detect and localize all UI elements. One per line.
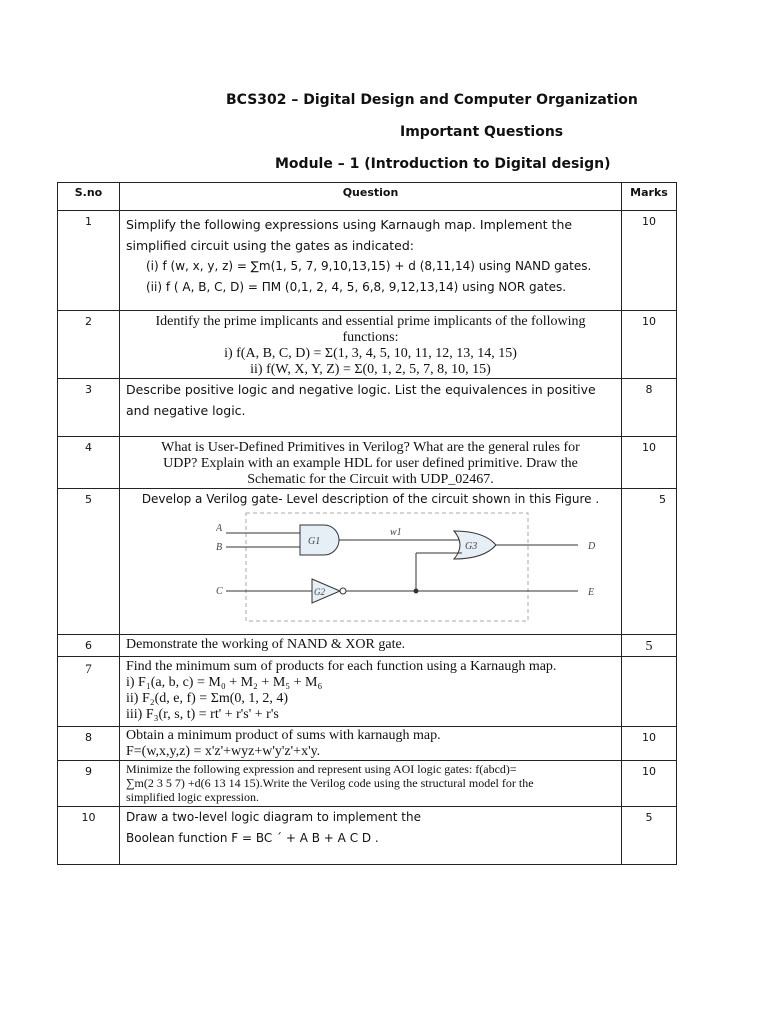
label-output-e: E (588, 587, 595, 598)
label-wire-w1: w1 (390, 527, 402, 538)
row-marks: 8 (622, 379, 677, 437)
row-question (120, 211, 622, 311)
row-question (120, 657, 622, 727)
row-question (120, 761, 622, 807)
question-line: ii) F₂(d, e, f) = Σm(0, 1, 2, 4) (126, 691, 289, 706)
row-marks: 10 (622, 211, 677, 311)
question-line: and negative logic. (126, 403, 246, 418)
row-marks: 5 (622, 635, 677, 657)
header-marks: Marks (622, 183, 677, 211)
row-question (120, 635, 622, 657)
table-header-row (58, 183, 677, 211)
row-marks: 10 (622, 437, 677, 489)
table-row (58, 807, 677, 865)
label-gate-g3: G3 (465, 541, 478, 552)
row-question (120, 379, 622, 437)
table-row (58, 211, 677, 311)
question-line: Simplify the following expressions using Karnaugh map. Implement the (126, 217, 573, 232)
row-question (120, 437, 622, 489)
row-question (120, 489, 622, 635)
row-sno: 4 (58, 437, 120, 489)
row-question (120, 311, 622, 379)
row-marks: 5 (622, 489, 677, 635)
row-sno: 3 (58, 379, 120, 437)
row-sno: 8 (58, 727, 120, 761)
question-line: Draw a two-level logic diagram to implement the (126, 810, 421, 824)
question-line: Schematic for the Circuit with UDP_02467. (247, 472, 494, 487)
question-line: iii) F₃(r, s, t) = rt' + r's' + r's (126, 707, 279, 722)
junction-dot (414, 589, 418, 593)
table-row (58, 437, 677, 489)
question-line: (i) f (w, x, y, z) = ∑m(1, 5, 7, 9,10,13,15) + d (8,11,14) using NAND gates. (146, 259, 592, 273)
table-row (58, 727, 677, 761)
row-marks: 10 (622, 311, 677, 379)
question-line: Demonstrate the working of NAND & XOR gate. (126, 637, 406, 652)
row-sno: 10 (58, 807, 120, 865)
question-line: Identify the prime implicants and essential prime implicants of the following (155, 314, 586, 329)
table-row (58, 379, 677, 437)
label-output-d: D (588, 541, 596, 552)
not-bubble (340, 588, 346, 594)
question-line: Describe positive logic and negative logic. List the equivalences in positive (126, 382, 596, 397)
header-question: Question (120, 183, 622, 211)
question-line: (ii) f ( A, B, C, D) = ΠM (0,1, 2, 4, 5, 6,8, 9,12,13,14) using NOR gates. (146, 280, 567, 294)
table-row (58, 311, 677, 379)
header-sno: S.no (58, 183, 120, 211)
row-sno: 1 (58, 211, 120, 311)
row-sno: 6 (58, 635, 120, 657)
table-row (58, 761, 677, 807)
label-gate-g1: G1 (308, 536, 321, 547)
document-subtitle: Important Questions (400, 124, 564, 140)
question-line: Boolean function F = BC ´ + A B + A C D . (126, 831, 379, 845)
row-question (120, 807, 622, 865)
question-line: What is User-Defined Primitives in Verilog? What are the general rules for (161, 440, 580, 455)
question-line: Find the minimum sum of products for each function using a Karnaugh map. (126, 659, 557, 674)
row-sno: 2 (58, 311, 120, 379)
question-line: functions: (342, 330, 399, 345)
question-line: ii) f(W, X, Y, Z) = Σ(0, 1, 2, 5, 7, 8, 10, 15) (250, 362, 491, 377)
row-marks (622, 657, 677, 727)
question-line: ∑m(2 3 5 7) +d(6 13 14 15).Write the Verilog code using the structural model for the (126, 776, 534, 790)
question-line: Develop a Verilog gate- Level description of the circuit shown in this Figure . (141, 492, 600, 506)
circuit-figure (216, 511, 606, 625)
question-line: simplified circuit using the gates as indicated: (126, 238, 414, 253)
question-line: UDP? Explain with an example HDL for user defined primitive. Draw the (163, 456, 578, 471)
questions-table (57, 182, 677, 865)
table-row (58, 635, 677, 657)
row-sno: 5 (58, 489, 120, 635)
question-line: Obtain a minimum product of sums with karnaugh map. (126, 728, 441, 743)
label-input-b: B (216, 542, 223, 553)
row-marks: 5 (622, 807, 677, 865)
question-line: i) F₁(a, b, c) = M₀ + M₂ + M₅ + M₆ (126, 675, 323, 690)
question-line: i) f(A, B, C, D) = Σ(1, 3, 4, 5, 10, 11, 12, 13, 14, 15) (224, 346, 517, 361)
label-input-a: A (216, 523, 223, 534)
row-sno: 9 (58, 761, 120, 807)
question-line: Minimize the following expression and represent using AOI logic gates: f(abcd)= (126, 762, 517, 776)
module-heading: Module – 1 (Introduction to Digital design) (275, 156, 611, 172)
label-input-c: C (216, 586, 223, 597)
row-sno: 7 (58, 657, 120, 727)
figure-border (246, 513, 528, 621)
question-line: F=(w,x,y,z) = x'z'+wyz+w'y'z'+x'y. (126, 744, 321, 759)
question-line: simplified logic expression. (126, 790, 259, 804)
document-title: BCS302 – Digital Design and Computer Organization (226, 92, 638, 108)
row-marks: 10 (622, 727, 677, 761)
table-row (58, 489, 677, 635)
row-marks: 10 (622, 761, 677, 807)
table-row (58, 657, 677, 727)
label-gate-g2: G2 (314, 587, 325, 597)
row-question (120, 727, 622, 761)
